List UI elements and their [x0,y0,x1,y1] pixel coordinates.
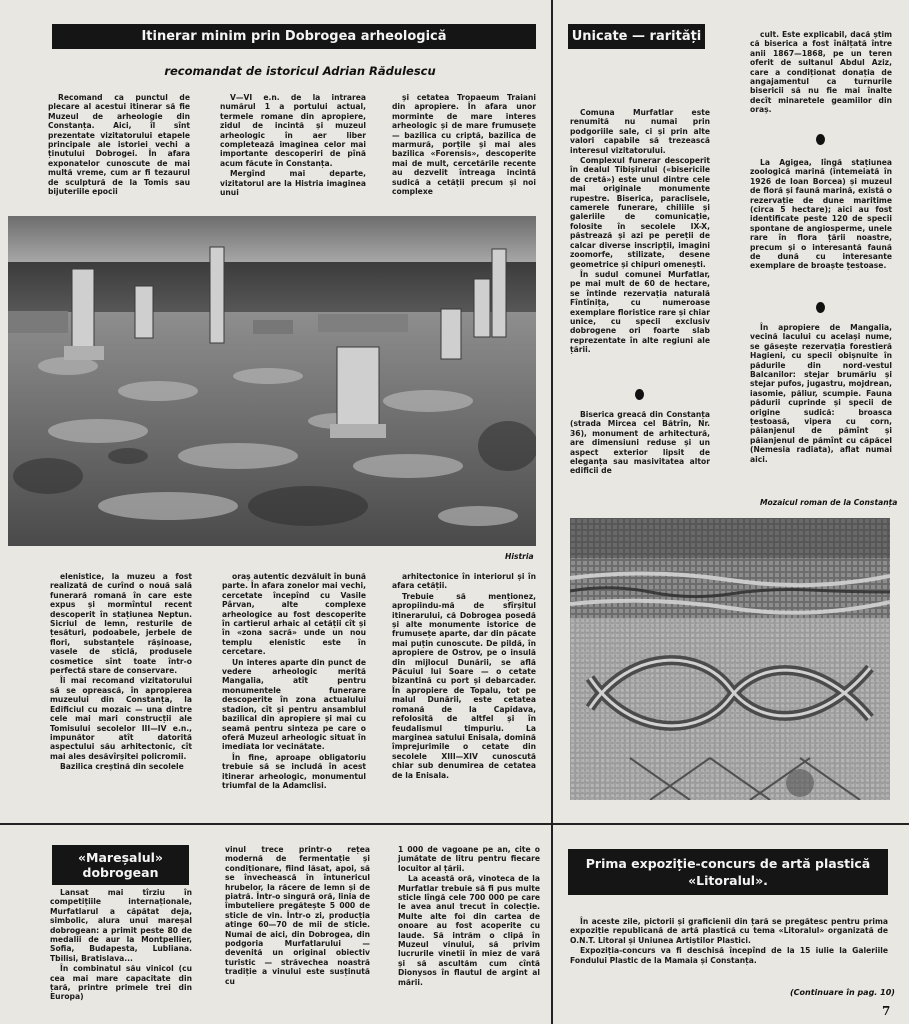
paragraph: În fine, aproape obligatoriu trebuie să se includă în acest itinerar arheologic, monumentul triumfal de la Adamclisi. [222,752,366,790]
itinerar-col2-top [220,93,366,197]
paragraph: Trebuie să menționez, apropiindu-mă de sfîrșitul itinerarului, că Dobrogea posedă și alte monumente istorice de frumusețe aparte, dar din păcate mai puțin cunoscute. De pildă, în apropiere de Ostrov, pe o insulă din mijlocul Dunării, se află Păcuiul lui Soare — o cetate bizantină cu port și debarcader. În apropiere de Topalu, tot pe malul Dunării, este cetatea romană de la Capidava, refolosită de altfel și în feudalismul timpuriu. La marginea satului Enisala, domină împrejurimile o cetate din secolele XIII—XIV cunoscută chiar sub denumirea de cetatea de la Enisala. [392,591,536,780]
itinerar-col3-bottom [392,572,536,780]
itinerar-col2-bottom [222,572,366,790]
unicate-col1 [570,108,710,355]
article-title-maresalul [52,845,189,885]
unicate-col2-b [750,158,892,271]
paragraph: arhitectonice în interiorul și în afara cetății. [392,572,536,591]
title-line: Prima expoziție-concurs de artă plastică [585,856,871,871]
horizontal-divider [0,823,909,825]
unicate-col1-b [570,410,710,476]
paragraph: Comuna Murfatlar este renumită nu numai prin podgoriile sale, ci și prin alte valori capabile să trezească interesul vizitatorului. [570,108,710,155]
paragraph: La această oră, vinoteca de la Murfatlar trebuie să fi pus multe sticle lîngă cele 700 000 pe care le avea anul trecut în colecție. Multe alte foi din cartea de onoare au fost acoperite cu laude. Să intrăm o clipă în Muzeul vinului, să privim lucrurile vinetii în miez de vară și să ascultăm cum cîntă Dionysos în flautul de argint al mării. [398,874,540,987]
histria-photo [8,216,536,546]
paragraph: oraș autentic dezvăluit în bună parte. În afara zonelor mai vechi, cercetate începînd cu Vasile Pârvan, alte complexe arheologice au fost descoperite în cartierul arhaic al cetății cît și în «zona sacră» unde un nou templu elenistic este în cercetare. [222,572,366,657]
paragraph: cult. Este explicabil, dacă știm că biserica a fost înălțată între anii 1867—1868, pe un teren oferit de sultanul Abdul Aziz, care a condiționat donația de angajamentul ca turnurile bisericii să nu fie mai înalte decît minaretele geamiilor din oraș. [750,30,892,115]
section-bullet [816,134,825,145]
paragraph: V—VI e.n. de la intrarea numărul 1 a portului actual, termele romane din apropiere, zidul de incintă și muzeul arheologic în aer liber completează imaginea celor mai importante descoperiri de pînă acum făcute în Constanța. [220,93,366,168]
itinerar-col1-top [48,93,190,196]
paragraph: Recomand ca punctul de plecare al acestui itinerar să fie Muzeul de arheologie din Constanța. Aici, îl sînt prezentate vizitatorului etapele principale ale istoriei vechi a ținutului Dobrogei. În afara exponatelor cunoscute de mai multă vreme, cum ar fi tezaurul de sculptură de la Tomis sau bijuteriile epocii [48,93,190,197]
mosaic-caption: Mozaicul roman de la Constanța [760,498,898,507]
unicate-col2 [750,30,892,115]
paragraph: Complexul funerar descoperit în dealul Tibișirului («bisericile de cretă») este unul dintre cele mai originale monumente rupestre. Biserica, paraclisele, camerele funerare, chiliile și galeriile de comunicație, folosite în secolele IX-X, păstrează și azi pe pereții de calcar diverse inscripții, imagini zoomorfe, stilizate, desene geometrice și chipuri omenești. [570,156,710,269]
paragraph: Bazilica creștină din secolele [60,762,184,772]
itinerar-col1-bottom [50,572,192,772]
section-bullet [635,389,644,400]
paragraph: În apropiere de Mangalia, vecină lacului cu același nume, se găsește rezervația forestieră Hagieni, cu specii obișnuite în pădurile din nord-vestul Balcanilor: stejar brumăriu și stejar pufos, jugastru, mojdrean, iasomie, păliur, scumpie. Fauna pădurii cuprinde și specii de origine sudică: broasca țestoasă, vipera cu corn, păianjenul de pămînt și păianjenul de pămînt cu căpăcel (Nemesia radiata), aflat numai aici. [750,323,892,464]
center-divider [551,0,553,1024]
title-line: «Mareșalul» [77,850,163,865]
paragraph: 1 000 de vagoane pe an, cite o jumătate de litru pentru fiecare locuitor al țării. [398,845,540,873]
title-line: «Litoralul». [688,873,768,888]
histria-caption: Histria [505,552,534,561]
title-line: dobrogean [82,865,159,880]
paragraph: și cetatea Tropaeum Traiani din apropiere. În afara unor morminte de mare interes arheologic și de mare frumusețe — bazilica cu criptă, bazilica de marmură, porțile și mai ales bazilica «Forensis», descoperite mai de mult, cercetările recente au dezvelit întreaga incintă sudică a cetății precum și noi complexe [392,93,536,197]
article-byline: recomandat de istoricul Adrian Rădulescu [164,64,436,78]
paragraph: La Agigea, lîngă stațiunea zoologică marină (întemeiată în 1926 de Ioan Borcea) și muzeul de floră și faună marină, există o rezervație de dune maritime (circa 5 hectare); aici au fost identificate peste 120 de specii spontane de angiosperme, unele rare în flora țării noastre, precum și o interesantă faună de dună cu interesante exemplare de broaște țestoase. [750,158,892,271]
paragraph: vinul trece printr-o rețea modernă de fermentație și condiționare, fiind lăsat, apoi, să se învechească în întunericul hrubelor, la răcere de lemn și de piatră. Într-o singură oră, linia de îmbuteliere pregătește 5 000 de sticle de vin. Într-o zi, producția atinge 60—70 de mii de sticle. Numai de aici, din Dobrogea, din podgoria Murfatlarului — devenită un original obiectiv turistic — străvechea noastră tradiție a vinului este susținută cu [225,845,370,986]
maresalul-col2 [225,845,370,986]
page-number: 7 [882,1004,891,1018]
itinerar-col3-top [392,93,536,196]
paragraph: elenistice, la muzeu a fost realizată de curînd o nouă sală funerară romană în care este expus și mormîntul recent descoperit în stațiunea Neptun. Sicriul de lemn, resturile de țesături, podoabele, jerbele de flori, substanțele rășinoase, vasele de sticlă, produsele cosmetice sînt toate într-o perfectă stare de conservare. [50,572,192,676]
paragraph: Biserica greacă din Constanța (strada Mircea cel Bătrîn, Nr. 36), monument de arhitectură, are dimensiuni reduse și un aspect exterior lipsit de eleganța sau masivitatea altor edificii de [570,410,710,476]
paragraph: În aceste zile, pictorii și graficienii din țară se pregătesc pentru prima expoziție republicană de artă plastică cu tema «Litoralul» organizată de O.N.T. Litoral și Uniunea Artiștilor Plastici. [570,917,888,945]
unicate-col2-c [750,323,892,464]
paragraph: Expoziția-concurs va fi deschisă începînd de la 15 iulie la Galeriile Fondului Plastic de la Mamaia și Constanța. [570,946,888,965]
paragraph: Mergînd mai departe, vizitatorul are la Histria imaginea unui [220,169,366,198]
section-bullet [816,302,825,313]
paragraph: Lansat mai tîrziu în competițiile internaționale, Murfatlarul a căpătat deja, simbolic, alura unui mareșal dobrogean: a primit peste 80 de medalii de aur la Montpellier, Sofia, Budapesta, Lubliana. Tbilisi, Bratislava... [50,888,192,963]
paragraph: În combinatul său vinicol (cu cea mai mare capacitate din țară, printre primele trei din Europa) [50,964,192,1002]
maresalul-col1 [50,888,192,1002]
maresalul-col3 [398,845,540,987]
article-title-expozitie [568,849,888,895]
paragraph: În sudul comunei Murfatlar, pe mai mult de 60 de hectare, se întinde rezervația naturală Fîntînița, cu numeroase exemplare floristice rare și chiar unice, cu specii exclusiv dobrogene ori foarte slab reprezentate în alte regiuni ale țării. [570,269,710,355]
mosaic-photo [570,518,890,800]
expozitie-body [570,917,888,965]
paragraph: Un interes aparte din punct de vedere arheologic merită Mangalia, atît pentru monumentele funerare descoperite în zona actualului stadion, cît și pentru ansamblul bazilical din apropiere și mai cu seamă pentru sinteza pe care o oferă Muzeul arheologic situat în imediata lor vecinătate. [222,657,366,752]
article-title-unicate: Unicate — rarități [568,24,705,49]
paragraph: Îi mai recomand vizitatorului să se oprească, în apropierea muzeului din Constanța, la Edificiul cu mozaic — una dintre cele mai mari construcții ale Tomisului secolelor III—IV e.n., impunător atît datorită aspectului său arhitectonic, cît mai ales desăvîrșitei policromii. [50,676,192,761]
article-title-itinerar: Itinerar minim prin Dobrogea arheologică [52,24,536,49]
continued-note: (Continuare în pag. 10) [790,988,895,997]
